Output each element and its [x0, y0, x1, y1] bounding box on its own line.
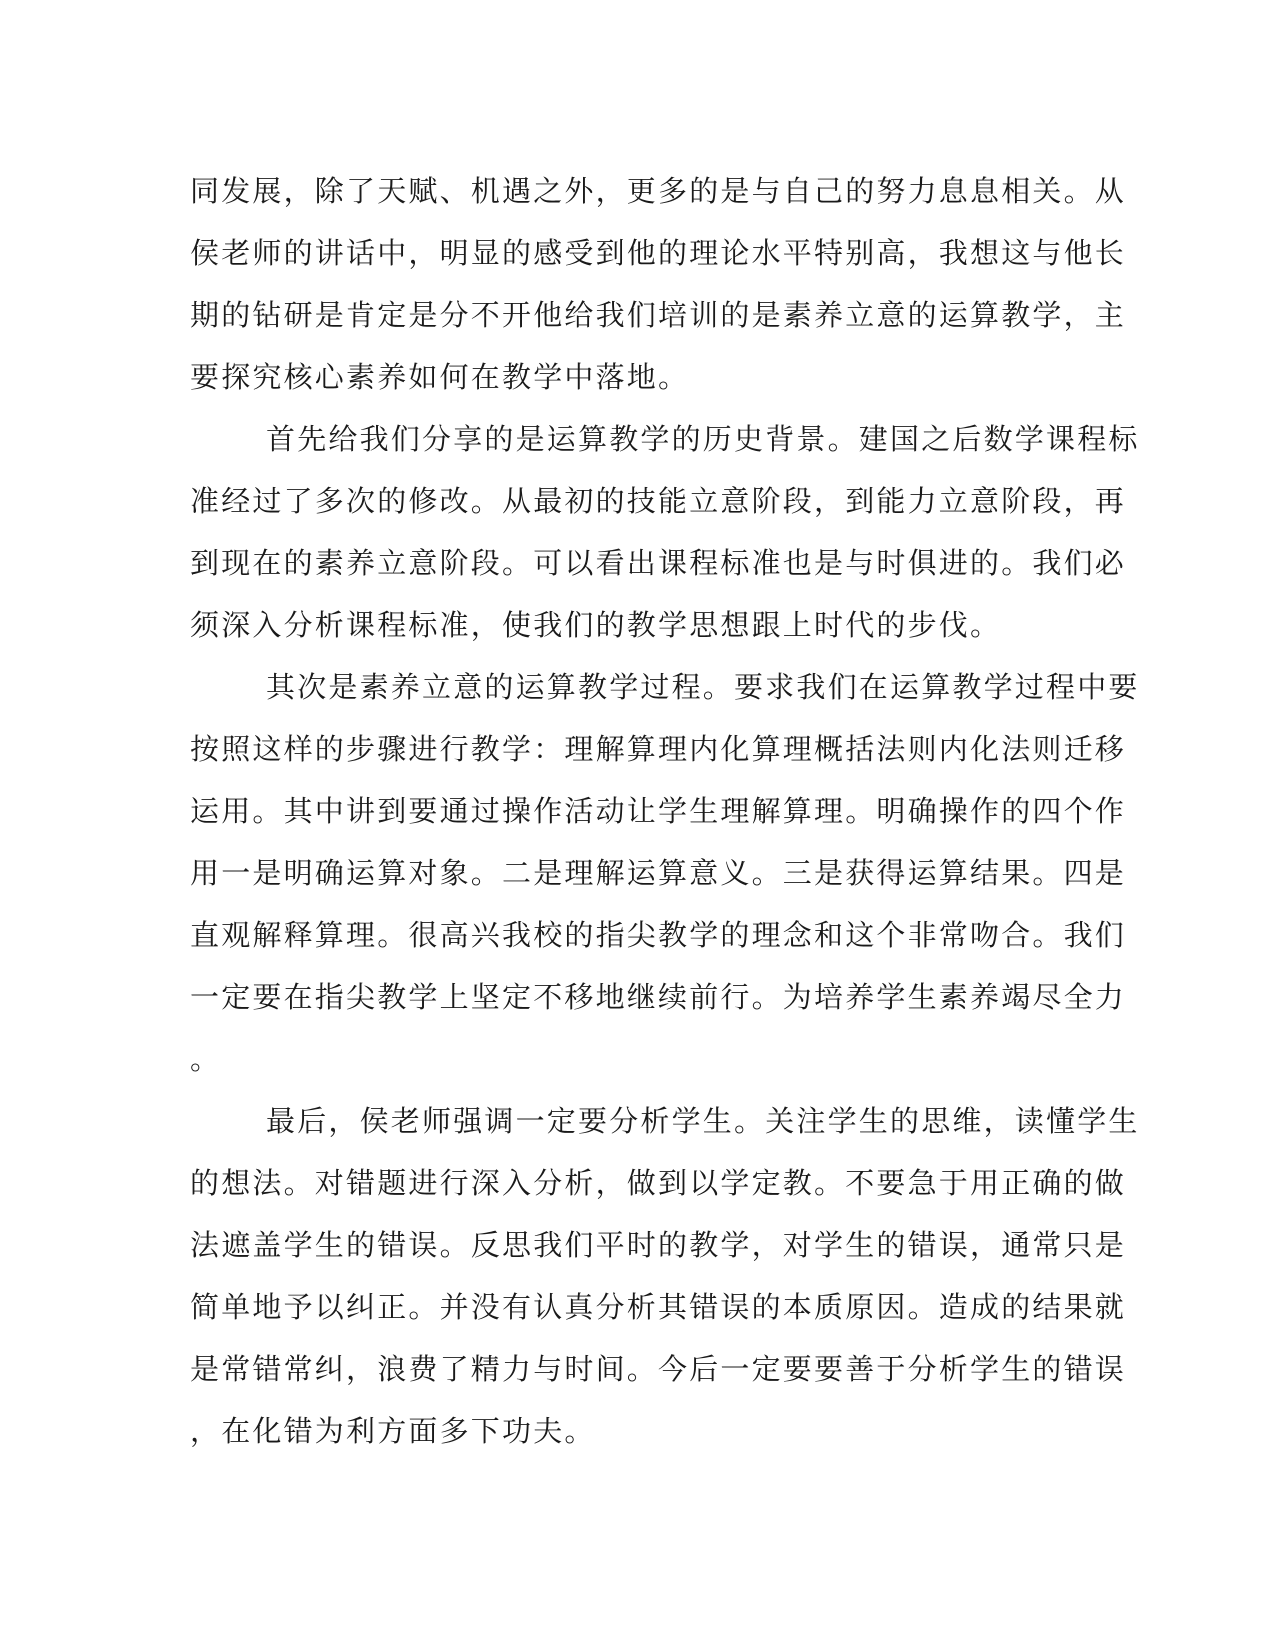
text-line: 运用。其中讲到要通过操作活动让学生理解算理。明确操作的四个作	[190, 794, 1127, 828]
text-line: 按照这样的步骤进行教学：理解算理内化算理概括法则内化法则迁移	[190, 732, 1127, 766]
paragraph-start-line: 其次是素养立意的运算教学过程。要求我们在运算教学过程中要	[266, 670, 1140, 704]
text-line: 期的钻研是肯定是分不开他给我们培训的是素养立意的运算教学，主	[190, 298, 1127, 332]
text-line: 简单地予以纠正。并没有认真分析其错误的本质原因。造成的结果就	[190, 1290, 1127, 1324]
text-line: 法遮盖学生的错误。反思我们平时的教学，对学生的错误，通常只是	[190, 1228, 1127, 1262]
text-line: 一定要在指尖教学上坚定不移地继续前行。为培养学生素养竭尽全力	[190, 980, 1127, 1014]
text-line: 须深入分析课程标准，使我们的教学思想跟上时代的步伐。	[190, 608, 1002, 642]
text-line: 用一是明确运算对象。二是理解运算意义。三是获得运算结果。四是	[190, 856, 1127, 890]
text-line: 是常错常纠，浪费了精力与时间。今后一定要要善于分析学生的错误	[190, 1352, 1127, 1386]
text-line: 同发展，除了天赋、机遇之外，更多的是与自己的努力息息相关。从	[190, 174, 1127, 208]
text-line: 到现在的素养立意阶段。可以看出课程标准也是与时俱进的。我们必	[190, 546, 1127, 580]
text-line: ，在化错为利方面多下功夫。	[190, 1414, 596, 1448]
paragraph-start-line: 首先给我们分享的是运算教学的历史背景。建国之后数学课程标	[266, 422, 1140, 456]
text-line: 。	[190, 1042, 222, 1076]
paragraph-start-line: 最后，侯老师强调一定要分析学生。关注学生的思维，读懂学生	[266, 1104, 1140, 1138]
text-line: 直观解释算理。很高兴我校的指尖教学的理念和这个非常吻合。我们	[190, 918, 1127, 952]
text-line: 要探究核心素养如何在教学中落地。	[190, 360, 690, 394]
text-line: 准经过了多次的修改。从最初的技能立意阶段，到能力立意阶段，再	[190, 484, 1127, 518]
text-line: 侯老师的讲话中，明显的感受到他的理论水平特别高，我想这与他长	[190, 236, 1127, 270]
text-line: 的想法。对错题进行深入分析，做到以学定教。不要急于用正确的做	[190, 1166, 1127, 1200]
body-text	[190, 160, 1140, 1462]
